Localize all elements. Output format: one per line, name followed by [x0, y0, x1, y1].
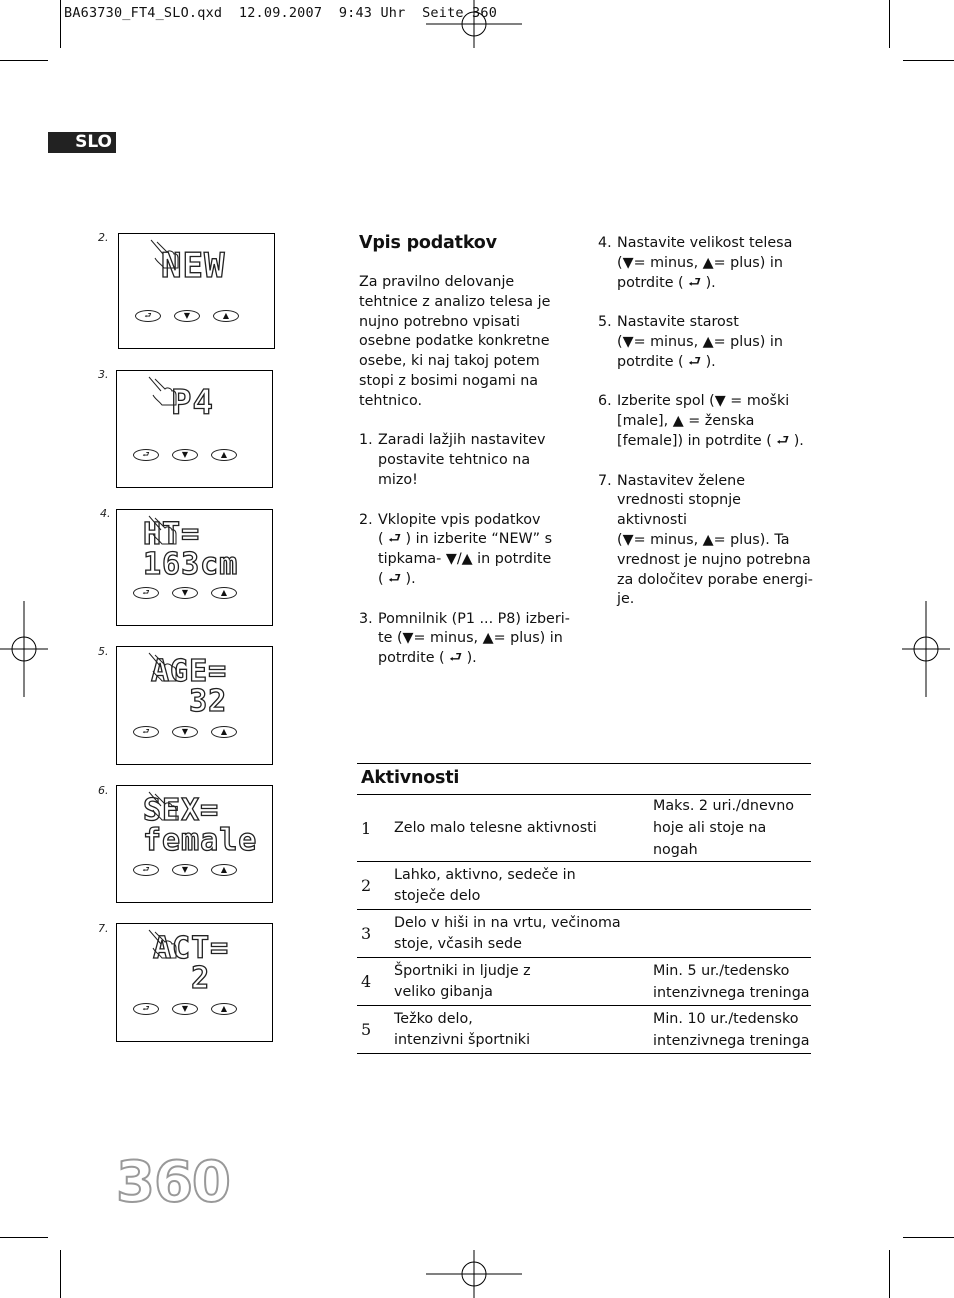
step-text-line: vrednost je nujno potrebna: [617, 551, 811, 568]
activity-level: 4: [361, 972, 372, 991]
section-title: Vpis podatkov: [359, 233, 497, 253]
step-text-line: (▼= minus, ▲= plus). Ta: [617, 531, 790, 548]
down-button: ▼: [172, 449, 198, 461]
activity-description: [394, 910, 653, 958]
enter-button: ⮐: [133, 1003, 159, 1015]
down-button: ▼: [172, 726, 198, 738]
down-button: ▼: [172, 587, 198, 599]
description-line: Delo v hiši in na vrtu, večinoma: [394, 914, 621, 931]
step-text-line: ( ⮐ ).: [378, 570, 416, 587]
activity-note: [653, 795, 811, 862]
display-readout: SEX=: [143, 793, 220, 828]
figure-step-number: 6.: [98, 784, 109, 797]
step-text-line: potrdite ( ⮐ ).: [617, 274, 716, 291]
scale-display-figure: [116, 785, 273, 903]
step-text-line: postavite tehtnico na mizo!: [378, 452, 531, 488]
note-line: Min. 5 ur./tedensko: [653, 962, 790, 979]
activity-table: [357, 763, 811, 1054]
activity-note: [653, 1006, 811, 1054]
display-readout: 2: [153, 961, 211, 996]
note-line: intenzivnega treninga: [653, 1032, 810, 1049]
description-line: Težko delo,: [394, 1010, 473, 1027]
activity-level: 2: [361, 876, 372, 895]
step-number: 7.: [598, 472, 612, 489]
up-button: ▲: [211, 1003, 237, 1015]
step-number: 2.: [359, 511, 373, 528]
table-title: Aktivnosti: [361, 768, 460, 788]
figure-step-number: 7.: [98, 922, 109, 935]
scale-buttons: [133, 587, 245, 599]
crop-mark: [60, 0, 61, 48]
activity-description: [394, 795, 653, 862]
description-line: Zelo malo telesne aktivnosti: [394, 819, 597, 836]
activity-description: [394, 958, 653, 1006]
down-button: ▼: [174, 310, 200, 322]
step-text-line: potrdite ( ⮐ ).: [378, 650, 477, 667]
step-text-line: Nastavite velikost telesa: [617, 235, 793, 251]
up-button: ▲: [211, 864, 237, 876]
display-readout: AGE=: [151, 654, 228, 689]
display-readout: 32: [151, 684, 228, 719]
step-text-line: (▼= minus, ▲= plus) in: [617, 333, 783, 350]
pointing-hand-icon: [145, 375, 181, 409]
activity-note: [653, 910, 811, 958]
step-text-line: [female]) in potrdite ( ⮐ ).: [617, 432, 804, 449]
display-readout: 163cm: [143, 547, 239, 582]
figure-step-number: 2.: [98, 231, 109, 244]
step-item: [598, 472, 814, 611]
page-number: 360: [116, 1150, 230, 1215]
note-line: Min. 10 ur./tedensko: [653, 1010, 799, 1027]
scale-buttons: [133, 726, 245, 738]
activity-level: 5: [361, 1020, 372, 1039]
step-text-line: je.: [617, 591, 635, 608]
table-row: [357, 910, 811, 958]
up-button: ▲: [213, 310, 239, 322]
activity-note: [653, 958, 811, 1006]
step-text-line: te (▼= minus, ▲= plus) in: [378, 630, 563, 647]
table-row: [357, 958, 811, 1006]
scale-display-figure: [116, 923, 273, 1042]
pointing-hand-icon: [145, 514, 181, 548]
display-readout: female: [143, 823, 258, 858]
enter-button: ⮐: [133, 726, 159, 738]
scale-buttons: [133, 1003, 245, 1015]
pointing-hand-icon: [147, 238, 183, 272]
step-item: [598, 313, 814, 372]
registration-mark-icon: [426, 1250, 522, 1298]
description-line: stoječe delo: [394, 887, 481, 904]
activity-note: [653, 862, 811, 910]
display-readout: HT=: [143, 517, 201, 552]
note-line: hoje ali stoje na nogah: [653, 820, 767, 858]
enter-button: ⮐: [133, 449, 159, 461]
crop-mark: [60, 1250, 61, 1298]
step-text-line: za določitev porabe energi-: [617, 571, 813, 588]
intro-paragraph: Za pravilno delovanje tehtnice z analizo telesa je nujno potrebno vpisati osebne podatke konkretne osebe, ki naj takoj potem stopi z bosimi nogami na tehtnico.: [359, 274, 551, 409]
step-list: [359, 431, 574, 669]
down-button: ▼: [172, 1003, 198, 1015]
scale-display-figure: [116, 509, 273, 626]
step-item: [359, 610, 574, 669]
pointing-hand-icon: [145, 790, 181, 824]
down-button: ▼: [172, 864, 198, 876]
step-text-line: Nastavitev želene: [617, 472, 746, 489]
crop-mark: [0, 1237, 48, 1238]
note-line: intenzivnega treninga: [653, 984, 810, 1001]
scale-buttons: [133, 449, 245, 461]
crop-mark: [903, 60, 954, 61]
enter-button: ⮐: [135, 310, 161, 322]
description-line: Lahko, aktivno, sedeče in: [394, 866, 576, 883]
registration-mark-icon: [0, 601, 48, 697]
description-line: stoje, včasih sede: [394, 935, 522, 952]
activity-level: 3: [361, 924, 372, 943]
enter-button: ⮐: [133, 864, 159, 876]
activity-level: 1: [361, 818, 372, 838]
registration-mark-icon: [426, 0, 522, 48]
scale-display-figure: [116, 370, 273, 488]
crop-mark: [903, 1237, 954, 1238]
up-button: ▲: [211, 726, 237, 738]
registration-mark-icon: [902, 601, 950, 697]
description-line: veliko gibanja: [394, 983, 493, 1000]
step-item: [359, 431, 574, 490]
table-row: [357, 862, 811, 910]
display-readout: P4: [171, 383, 214, 423]
step-item: [598, 392, 814, 451]
step-text-line: potrdite ( ⮐ ).: [617, 353, 716, 370]
description-line: intenzivni športniki: [394, 1031, 531, 1048]
step-item: [598, 234, 814, 293]
crop-mark: [0, 60, 48, 61]
language-tab: SLO: [48, 132, 116, 153]
file-slug: BA63730_FT4_SLO.qxd 12.09.2007 9:43 Uhr Seite 360: [64, 5, 498, 21]
step-text-line: Izberite spol (▼ = moški: [617, 393, 790, 410]
step-number: 5.: [598, 314, 612, 331]
display-readout: NEW: [161, 246, 226, 286]
step-text-line: vrednosti stopnje aktivnosti: [617, 492, 741, 529]
step-item: [359, 511, 574, 590]
step-text-line: ( ⮐ ) in izberite “NEW” s: [378, 531, 553, 548]
pointing-hand-icon: [145, 928, 181, 962]
activity-description: [394, 1006, 653, 1054]
step-text-line: tipkama- ▼/▲ in potrdite: [378, 551, 552, 568]
step-number: 3.: [359, 610, 373, 627]
step-text-line: Zaradi lažjih nastavitev: [378, 432, 546, 449]
step-text-line: Pomnilnik (P1 ... P8) izberi-: [378, 610, 570, 627]
enter-button: ⮐: [133, 587, 159, 599]
step-text-line: Nastavite starost: [617, 314, 739, 331]
step-text-line: [male], ▲ = ženska: [617, 413, 755, 430]
scale-display-figure: [118, 233, 275, 349]
section-data-entry: [359, 233, 574, 689]
table-row: [357, 795, 811, 862]
figure-step-number: 3.: [98, 368, 109, 381]
description-line: Športniki in ljudje z: [394, 962, 531, 979]
crop-mark: [889, 1250, 890, 1298]
step-number: 6.: [598, 393, 612, 410]
activity-description: [394, 862, 653, 910]
display-readout: ACT=: [153, 931, 230, 966]
up-button: ▲: [211, 449, 237, 461]
scale-buttons: [135, 310, 247, 322]
crop-mark: [889, 0, 890, 48]
pointing-hand-icon: [145, 651, 181, 685]
figure-step-number: 5.: [98, 645, 109, 658]
step-text-line: Vklopite vpis podatkov: [378, 511, 541, 528]
scale-display-figure: [116, 646, 273, 765]
step-text-line: (▼= minus, ▲= plus) in: [617, 254, 783, 271]
step-number: 1.: [359, 432, 373, 449]
scale-buttons: [133, 864, 245, 876]
step-number: 4.: [598, 235, 612, 251]
figure-step-number: 4.: [100, 507, 111, 520]
note-line: Maks. 2 uri./dnevno: [653, 798, 795, 814]
up-button: ▲: [211, 587, 237, 599]
step-list-continued: [598, 234, 814, 630]
table-row: [357, 1006, 811, 1054]
